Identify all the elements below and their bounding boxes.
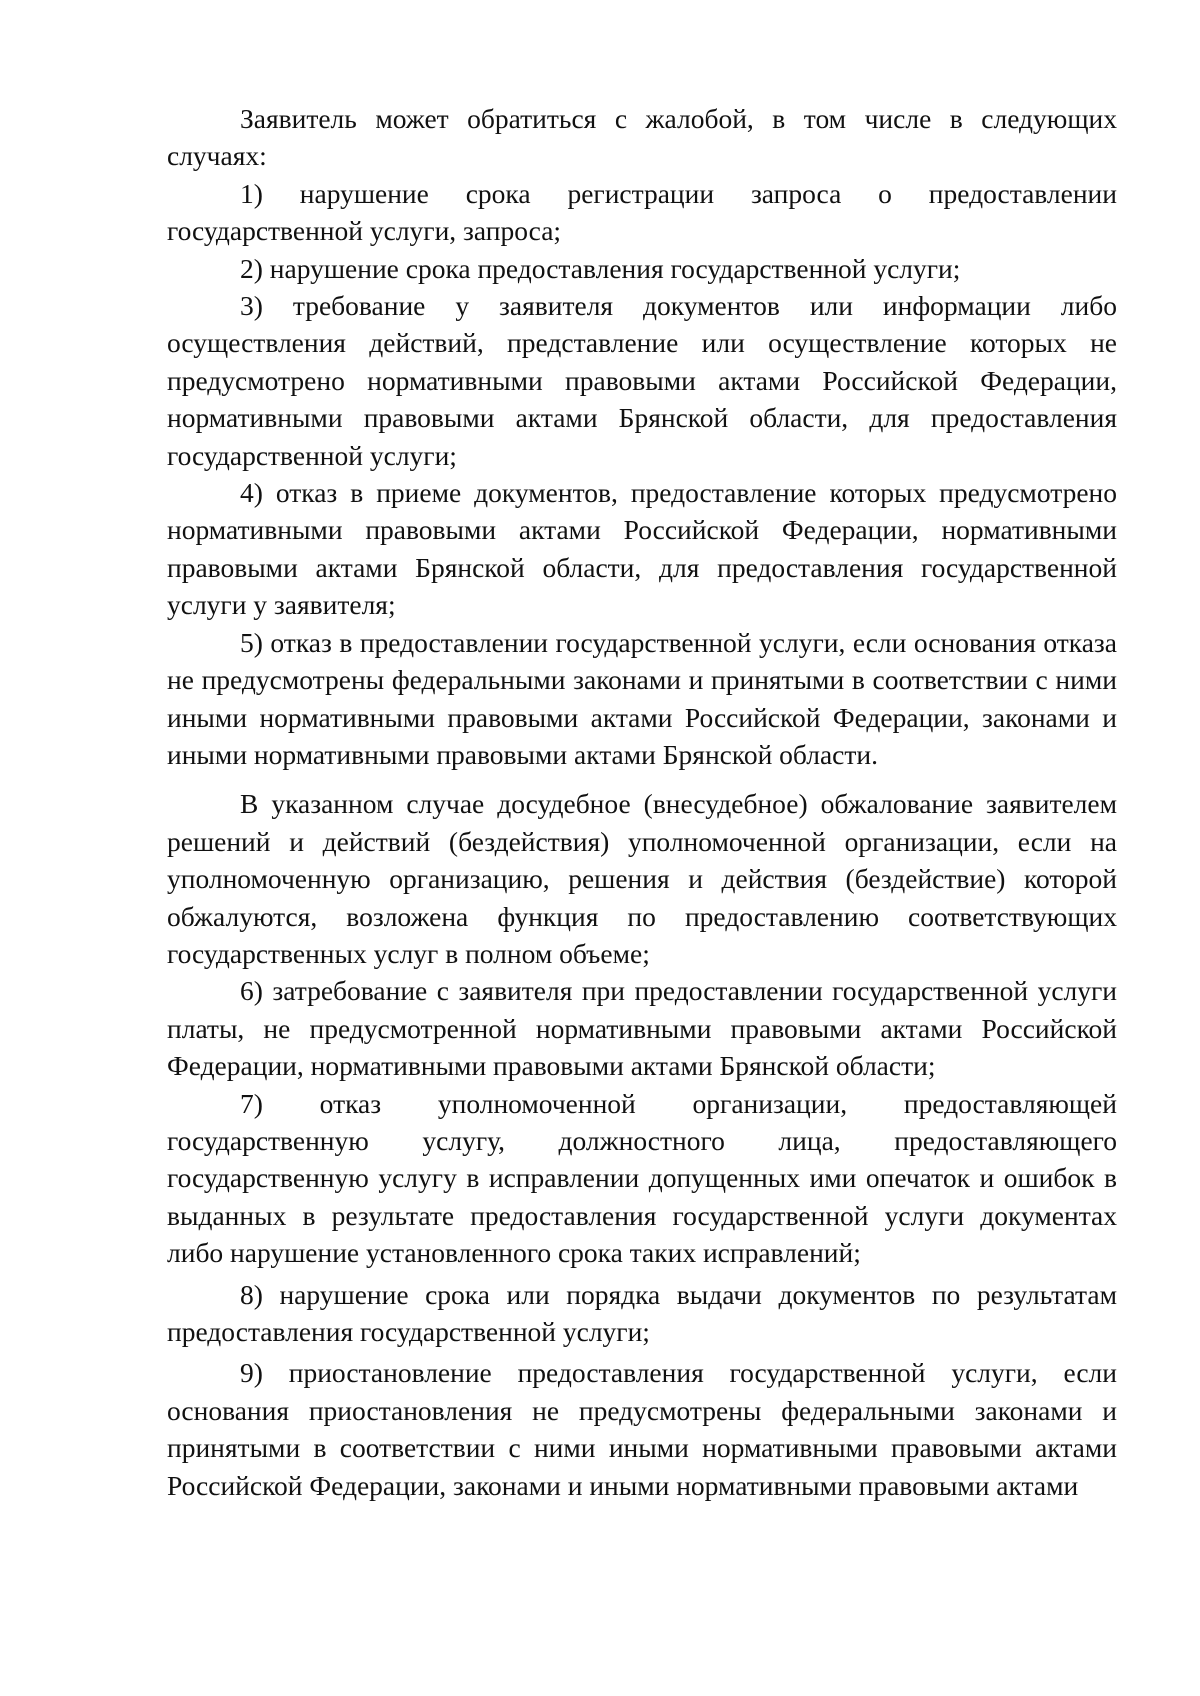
list-item-1: 1) нарушение срока регистрации запроса о предоставлении государственной услуги, запроса; [167, 177, 1117, 247]
list-item-4: 4) отказ в приеме документов, предоставление которых предусмотрено нормативными правовыми актами Российской Федерации, нормативными правовыми актами Брянской области, для предоставления государственной услуги у заявителя; [167, 477, 1117, 621]
list-item-6: 6) затребование с заявителя при предоставлении государственной услуги платы, не предусмотренной нормативными правовыми актами Российской Федерации, нормативными правовыми актами Брянской области; [167, 975, 1117, 1082]
list-item-3: 3) требование у заявителя документов или информации либо осуществления действий, представление или осуществление которых не предусмотрено нормативными правовыми актами Российской Федерации, нормативными правовыми актами Брянской области, для предоставления государственной услуги; [167, 290, 1117, 471]
list-item-9: 9) приостановление предоставления государственной услуги, если основания приостановления не предусмотрены федеральными законами и принятыми в соответствии с ними иными нормативными правовыми актами Российской Федерации, законами и иными нормативными правовыми актами [167, 1357, 1117, 1501]
list-item-8: 8) нарушение срока или порядка выдачи документов по результатам предоставления государственной услуги; [167, 1278, 1117, 1347]
list-item-5: 5) отказ в предоставлении государственной услуги, если основания отказа не предусмотрены федеральными законами и принятыми в соответствии с ними иными нормативными правовыми актами Российской Федерации, законами и иными нормативными правовыми актами Брянской области. [167, 626, 1117, 770]
note-paragraph: В указанном случае досудебное (внесудебное) обжалование заявителем решений и действий (бездействия) уполномоченной организации, если на уполномоченную организацию, решения и действия (бездействие) которой обжалуются, возложена функция по предоставлению соответствующих государственных услуг в полном объеме; [167, 788, 1117, 969]
intro-paragraph: Заявитель может обратиться с жалобой, в том числе в следующих случаях: [167, 103, 1117, 172]
list-item-2: 2) нарушение срока предоставления государственной услуги; [240, 252, 961, 284]
document-page [167, 100, 1117, 1504]
list-item-7: 7) отказ уполномоченной организации, предоставляющей государственную услугу, должностного лица, предоставляющего государственную услугу в исправлении допущенных ими опечаток и ошибок в выданных в результате предоставления государственной услуги документах либо нарушение установленного срока таких исправлений; [167, 1087, 1117, 1269]
